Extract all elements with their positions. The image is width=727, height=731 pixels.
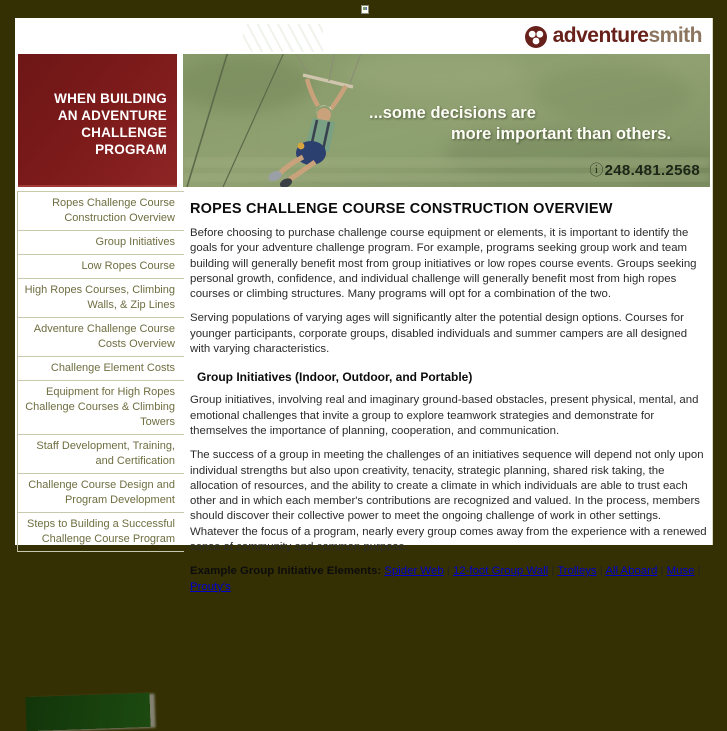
element-link-wrap (444, 565, 548, 577)
logo-word-adventure: adventure (552, 24, 649, 47)
section-paragraph-2: The success of a group in meeting the challenges of an initiatives sequence will depend not only upon individual strengths but also upon creativity, tenacity, strategic planning, shared risk taking, the allocation of resources, and the ability to create a climate in which individuals are able to trust each other and in which each member's contributions are recognized and valued. In the process, members should discover their collective power to meet the ongoing challenge of work in other settings. Whatever the focus of a program, nearly every group comes away from the experience with a renewed sense of community and common purpose. (190, 449, 707, 554)
main-article (190, 187, 707, 595)
banner-headline-line: WHEN BUILDING (54, 91, 167, 106)
element-link-wrap (597, 565, 658, 577)
phone-number (589, 160, 700, 180)
logo-wordmark (553, 21, 702, 51)
banner-headline-line: AN ADVENTURE (57, 108, 167, 123)
example-elements-line (190, 564, 707, 595)
sidebar-nav-link[interactable]: Challenge Course Design and Program Development (18, 474, 184, 513)
sidebar-nav-link[interactable]: Staff Development, Training, and Certification (18, 435, 184, 474)
info-icon: ⓘ (589, 162, 604, 178)
element-link-wrap (548, 565, 597, 577)
element-link-wrap (384, 565, 443, 577)
page-title: ROPES CHALLENGE COURSE CONSTRUCTION OVERVIEW (190, 201, 613, 217)
element-link[interactable]: All Aboard (605, 565, 658, 578)
banner-headline-line: PROGRAM (95, 142, 167, 157)
sidebar-nav-link[interactable]: High Ropes Courses, Climbing Walls, & Zip Lines (18, 279, 184, 318)
brochure-thumbnail[interactable] (25, 693, 150, 731)
tagline-line2: more important than others. (450, 125, 671, 143)
phone-number-text: 248.481.2568 (604, 162, 700, 179)
sidebar-nav-link[interactable]: Group Initiatives (18, 231, 184, 255)
site-logo[interactable] (522, 21, 702, 51)
header-watermark (243, 24, 323, 52)
sidebar-nav-link[interactable]: Steps to Building a Successful Challenge Course Program (18, 513, 184, 552)
intro-paragraph-1: Before choosing to purchase challenge course equipment or elements, it is important to identify the goals for your adventure challenge program. For example, programs seeking group work and team building will generally benefit most from group initiatives or low ropes course events. Groups seeking personal growth, confidence, and individual challenge will generally benefit most from high ropes courses or climbing structures. Many programs will opt for a combination of the two. (190, 227, 697, 301)
broken-image-icon (361, 5, 369, 14)
element-link[interactable]: Muse (666, 565, 695, 578)
sidebar-nav-link[interactable]: Ropes Challenge Course Construction Overview (18, 192, 184, 231)
banner-headline-box (18, 54, 177, 187)
banner-tagline (369, 104, 671, 144)
sidebar-nav-link[interactable]: Challenge Element Costs (18, 357, 184, 381)
zipline-photo (183, 54, 710, 187)
tagline-line1: ...some decisions are (369, 104, 536, 122)
sidebar-nav-link[interactable]: Adventure Challenge Course Costs Overview (18, 318, 184, 357)
element-link-wrap (657, 565, 694, 577)
element-link[interactable]: Prouty's (190, 580, 231, 593)
intro-paragraph-2: Serving populations of varying ages will significantly alter the potential design options. Courses for younger participants, corporate groups, disabled individuals and summer campers are all designed with varying characteristics. (190, 312, 688, 356)
element-link[interactable]: Spider Web (384, 565, 444, 578)
section-heading-group-initiatives: Group Initiatives (Indoor, Outdoor, and Portable) (197, 370, 473, 385)
logo-word-smith: smith (648, 24, 702, 47)
sidebar-nav-link[interactable]: Equipment for High Ropes Challenge Courses & Climbing Towers (18, 381, 184, 435)
site-header (15, 18, 712, 54)
page-container (15, 18, 713, 593)
sidebar-nav-link[interactable]: Low Ropes Course (18, 255, 184, 279)
content-area (15, 187, 712, 593)
hero-banner (15, 54, 712, 187)
sidebar-nav (17, 191, 184, 552)
banner-headline-line: CHALLENGE (81, 125, 167, 140)
element-link[interactable]: 12-foot Group Wall (452, 565, 549, 578)
element-link[interactable]: Trolleys (557, 565, 597, 578)
logo-trefoil-icon (522, 22, 553, 50)
example-elements-label: Example Group Initiative Elements: (190, 565, 382, 578)
section-paragraph-1: Group initiatives, involving real and imaginary ground-based obstacles, present physical, mental, and emotional challenges that invite a group to explore teamwork strategies and demonstrate for themselves the importance of planning, cooperation, and communication. (190, 394, 699, 437)
